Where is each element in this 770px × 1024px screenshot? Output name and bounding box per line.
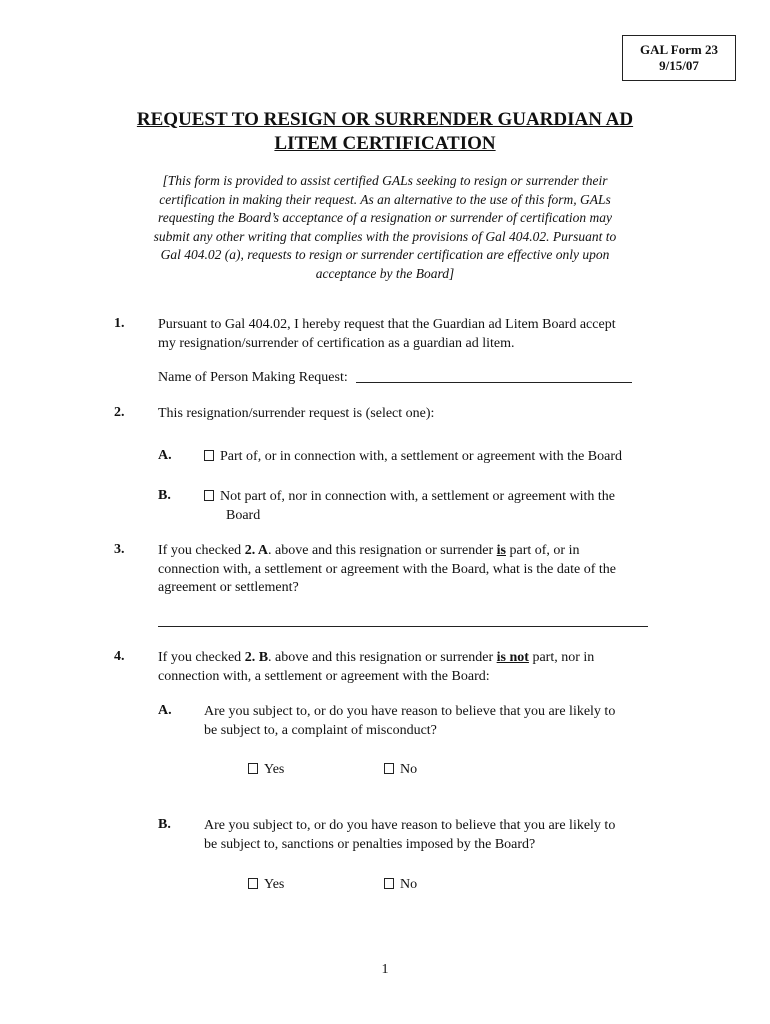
item-4b-question xyxy=(204,817,674,854)
item-2a-label: A. xyxy=(158,448,172,463)
item-4b-no-label: No xyxy=(400,877,418,892)
title-line-1: REQUEST TO RESIGN OR SURRENDER GUARDIAN AD xyxy=(136,109,634,130)
item-2b-text-line-1: Not part of, nor in connection with, a settlement or agreement with the xyxy=(220,489,615,504)
item-1-line-1: Pursuant to Gal 404.02, I hereby request that the Guardian ad Litem Board accept xyxy=(158,317,616,332)
item-2-text: This resignation/surrender request is (select one): xyxy=(158,406,435,421)
item-2a-text: Part of, or in connection with, a settlement or agreement with the Board xyxy=(220,449,622,464)
intro-line: acceptance by the Board] xyxy=(315,265,455,281)
item-3-line-2: connection with, a settlement or agreement with the Board, what is the date of the xyxy=(158,561,616,577)
name-field-label: Name of Person Making Request: xyxy=(158,370,348,385)
item-4b-yes-label: Yes xyxy=(264,877,285,892)
item-4-mid: . above and this resignation or surrender xyxy=(268,650,497,665)
item-3-line-3: agreement or settlement? xyxy=(158,580,299,595)
item-4b-yes-option xyxy=(248,877,284,893)
item-3-text xyxy=(158,542,656,598)
item-4-text xyxy=(158,649,656,686)
item-2b-label: B. xyxy=(158,488,171,503)
item-2b-text-line-2: Board xyxy=(226,507,261,523)
intro-line: submit any other writing that complies with the provisions of Gal 404.02. Pursuant to xyxy=(153,228,617,244)
form-id-box xyxy=(622,35,736,81)
title-line-2: LITEM CERTIFICATION xyxy=(274,133,496,154)
item-3-number: 3. xyxy=(114,542,125,557)
intro-line: [This form is provided to assist certified GALs seeking to resign or surrender their xyxy=(162,173,608,188)
item-4-number: 4. xyxy=(114,649,125,664)
item-4a-line-2: be subject to, a complaint of misconduct? xyxy=(204,722,437,738)
item-3-date-input-line[interactable] xyxy=(158,626,648,627)
item-1-number: 1. xyxy=(114,316,125,331)
item-4a-yes-label: Yes xyxy=(264,762,285,777)
item-2b-option xyxy=(204,488,674,525)
item-4-post: part, nor in xyxy=(528,650,595,665)
item-4-ref: 2. B xyxy=(244,650,269,665)
form-date: 9/15/07 xyxy=(659,58,699,73)
intro-line: certification in making their request. As an alternative to the use of this form, GALs xyxy=(159,191,611,207)
item-3-post: part of, or in xyxy=(505,543,580,558)
item-4a-no-option xyxy=(384,762,417,778)
item-4b-no-checkbox[interactable] xyxy=(384,878,394,889)
item-4b-label: B. xyxy=(158,817,171,832)
item-4-pre: If you checked xyxy=(158,650,245,665)
item-2b-checkbox[interactable] xyxy=(204,490,214,501)
item-1-line-2: my resignation/surrender of certification as a guardian ad litem. xyxy=(158,335,515,351)
item-3-mid: . above and this resignation or surrender xyxy=(268,543,497,558)
item-4b-line-2: be subject to, sanctions or penalties imposed by the Board? xyxy=(204,836,536,852)
item-2-number: 2. xyxy=(114,405,125,420)
intro-paragraph xyxy=(110,172,660,283)
item-4-line-2: connection with, a settlement or agreement with the Board: xyxy=(158,668,490,684)
form-name: GAL Form 23 xyxy=(640,42,718,57)
item-4a-yes-checkbox[interactable] xyxy=(248,763,258,774)
item-4a-no-label: No xyxy=(400,762,418,777)
intro-line: requesting the Board’s acceptance of a resignation or surrender of certification may xyxy=(157,210,613,225)
name-field-row xyxy=(158,369,658,388)
item-4a-question xyxy=(204,703,674,740)
item-4b-no-option xyxy=(384,877,417,893)
item-3-pre: If you checked xyxy=(158,543,245,558)
item-4a-no-checkbox[interactable] xyxy=(384,763,394,774)
page-number: 1 xyxy=(381,962,389,977)
item-4a-line-1: Are you subject to, or do you have reason to believe that you are likely to xyxy=(204,704,616,719)
item-2a-option xyxy=(204,448,674,467)
item-4b-line-1: Are you subject to, or do you have reason to believe that you are likely to xyxy=(204,818,616,833)
page-title xyxy=(80,108,690,156)
item-4a-label: A. xyxy=(158,703,172,718)
item-4b-yes-checkbox[interactable] xyxy=(248,878,258,889)
item-2a-checkbox[interactable] xyxy=(204,450,214,461)
item-3-ref: 2. A xyxy=(244,543,269,558)
intro-line: Gal 404.02 (a), requests to resign or surrender certification are effective only upon xyxy=(160,247,610,262)
name-input-line[interactable] xyxy=(356,370,632,383)
item-4-emphasis: is not xyxy=(496,650,529,665)
item-3-emphasis: is xyxy=(496,543,506,558)
item-1-text xyxy=(158,316,658,353)
item-4a-yes-option xyxy=(248,762,284,778)
